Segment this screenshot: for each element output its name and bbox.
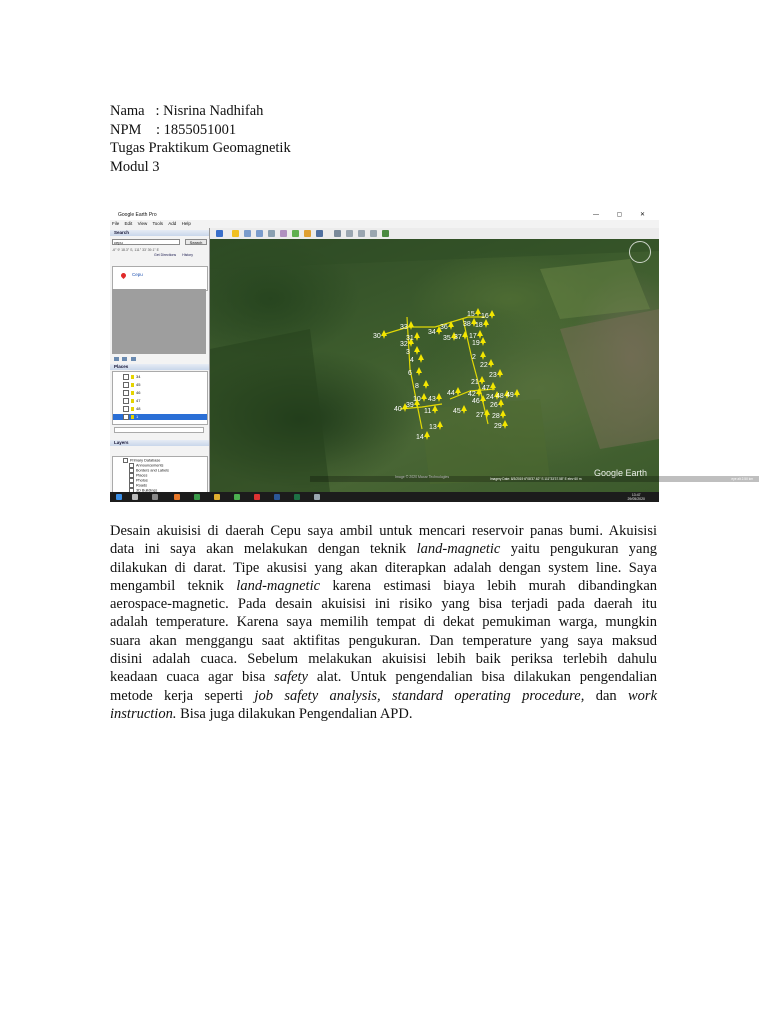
menu-add[interactable]: Add (168, 221, 177, 226)
paragraph-line (110, 705, 657, 723)
placemark-marker[interactable] (416, 367, 422, 376)
text-run: suara akan menggangu saat aktifitas pengukuran. Dan temperature yang saya maksud (110, 632, 657, 649)
list-item[interactable]: Announcements (129, 463, 163, 469)
text-run: dilakukan di darat. Tipe akusisi yang akan diterapkan adalah dengan system line. Saya (110, 559, 657, 576)
placemark-icon[interactable] (232, 230, 239, 237)
maps-icon[interactable] (382, 230, 389, 237)
polygon-icon[interactable] (244, 230, 251, 237)
station-label: 34 (428, 329, 436, 336)
placemark-marker[interactable] (414, 332, 420, 341)
sidebar-toggle-icon[interactable] (216, 230, 223, 237)
station-label: 48 (496, 393, 504, 400)
italic-term: job safety analysis, standard operating procedure, (254, 687, 585, 704)
placemark-marker[interactable] (421, 393, 427, 402)
folder-icon[interactable] (114, 357, 119, 361)
placemark-marker[interactable] (436, 393, 442, 402)
station-label: 22 (480, 362, 488, 369)
station-label: 36 (440, 324, 448, 331)
station-label: 45 (453, 408, 461, 415)
list-item[interactable]: Places (129, 473, 147, 479)
station-label: 14 (416, 434, 424, 441)
map-toolbar (210, 228, 659, 239)
email-icon[interactable] (346, 230, 353, 237)
station-label: 26 (490, 402, 498, 409)
placemark-marker[interactable] (479, 376, 485, 385)
station-label: 33 (400, 324, 408, 331)
station-label: 6 (408, 370, 412, 377)
italic-term: land-magnetic (236, 577, 321, 594)
station-label: 37 (454, 334, 462, 341)
npm-label: NPM (110, 121, 142, 138)
italic-term: work (628, 687, 658, 704)
paragraph-line (110, 595, 657, 613)
station-label: 44 (447, 390, 455, 397)
word-icon[interactable] (274, 494, 280, 500)
station-label: 10 (413, 396, 421, 403)
google-earth-watermark: Google Earth (593, 468, 647, 478)
station-label: 2 (472, 354, 476, 361)
station-label: 32 (400, 341, 408, 348)
placemark-icon (131, 375, 134, 379)
paragraph-line (110, 613, 657, 631)
sunlight-icon[interactable] (304, 230, 311, 237)
text-run: Desain akuisisi di daerah Cepu saya ambil untuk mencari reservoir panas bumi. Akuisisi (110, 523, 657, 539)
text-run: keadaan cuaca agar bisa (110, 669, 275, 686)
list-item[interactable]: Roads (129, 483, 147, 489)
text-run: aerospace-magnetic. Pada desain akuisisi ini risiko yang bisa terjadi pada daerah itu (110, 596, 657, 613)
panel-icons (114, 357, 144, 363)
station-label: 23 (489, 372, 497, 379)
app-icon[interactable] (254, 494, 260, 500)
clock-date: 29/05/2020 (627, 497, 645, 501)
coordinates-text: -6° 9' 18.3" S, 111° 33' 39.1" E (112, 248, 159, 252)
course-title: Tugas Praktikum Geomagnetik (110, 140, 291, 156)
search-result[interactable] (112, 266, 208, 291)
overlay-icon[interactable] (268, 230, 275, 237)
placemark-marker[interactable] (489, 310, 495, 319)
list-item-selected[interactable]: 1 (113, 414, 207, 420)
station-label: 28 (492, 413, 500, 420)
text-run: data ini saya akan melakukan dengan teknik (110, 541, 417, 558)
list-item[interactable]: 47 (123, 398, 140, 404)
station-label: 21 (471, 379, 479, 386)
station-label: 18 (475, 322, 483, 329)
clock-time: 13:47 (631, 493, 641, 497)
checkbox-icon[interactable] (123, 406, 129, 412)
places-panel-header[interactable]: Places (110, 364, 209, 370)
menu-view[interactable]: View (137, 221, 148, 226)
station-label: 27 (476, 412, 484, 419)
station-label: 17 (469, 333, 477, 340)
station-label: 47 (482, 385, 490, 392)
paragraph-line (110, 577, 657, 595)
save-image-icon[interactable] (370, 230, 377, 237)
station-label: 46 (472, 398, 480, 405)
ruler-icon[interactable] (334, 230, 341, 237)
search-button[interactable]: Search (185, 239, 207, 245)
text-run: disini adalah cuaca. Sebelum melakukan akuisisi lebih baik periksa terlebih dahulu (110, 651, 657, 668)
station-label: 29 (494, 423, 502, 430)
text-run: yaitu pengukuran yang (500, 541, 657, 558)
app-title: Google Earth Pro (118, 212, 157, 218)
placemark-marker[interactable] (488, 359, 494, 368)
station-label: 24 (486, 394, 494, 401)
station-label: 13 (429, 424, 437, 431)
search-icon[interactable] (132, 494, 138, 500)
italic-term: land-magnetic (416, 541, 501, 558)
places-search-field[interactable] (114, 427, 204, 433)
paragraph-line (110, 668, 657, 686)
station-label: 38 (463, 321, 471, 328)
placemark-marker[interactable] (477, 330, 483, 339)
header-block (110, 102, 291, 176)
station-label: 31 (406, 335, 414, 342)
station-label: 19 (472, 340, 480, 347)
placemark-marker[interactable] (381, 330, 387, 339)
checkbox-icon[interactable] (123, 398, 129, 404)
search-panel-header[interactable]: Search (110, 230, 209, 236)
npm-row: NPM : 1855051001 (110, 121, 237, 138)
google-earth-screenshot (110, 210, 753, 502)
status-coordinates: Imagery Date: 8/3/2019 6°08'37.62" S 111°33'37.58" E elev 60 m (490, 477, 582, 481)
windows-start-icon[interactable] (116, 494, 122, 500)
body-paragraph (110, 522, 657, 723)
taskbar-clock (627, 493, 645, 501)
menu-edit[interactable]: Edit (124, 221, 133, 226)
menu-bar (110, 220, 659, 228)
path-icon[interactable] (256, 230, 263, 237)
paragraph-line (110, 650, 657, 668)
google-earth-taskbar-icon[interactable] (314, 494, 320, 500)
map-status-bar (310, 476, 759, 482)
npm-value: 1855051001 (163, 121, 237, 138)
italic-term: safety (274, 669, 308, 686)
delete-icon[interactable] (131, 357, 136, 361)
name-label: Nama (110, 103, 145, 119)
menu-file[interactable]: File (112, 221, 120, 226)
italic-term: instruction. (110, 705, 177, 722)
firefox-icon[interactable] (174, 494, 180, 500)
paragraph-line (110, 522, 657, 540)
directions-links (154, 253, 193, 257)
placemark-marker[interactable] (418, 354, 424, 363)
placemark-marker[interactable] (514, 389, 520, 398)
list-item[interactable]: 48 (123, 406, 140, 412)
list-item[interactable]: 3D Buildings (129, 488, 157, 494)
text-run: karena estimasi biaya lebih murah dibandingkan (320, 577, 657, 594)
eye-altitude: eye alt 2.50 km (731, 477, 753, 481)
history-link[interactable]: History (182, 253, 194, 257)
text-run: mengambil teknik (110, 577, 237, 594)
paragraph-line (110, 632, 657, 650)
window-titlebar (110, 210, 659, 220)
placemark-marker[interactable] (483, 319, 489, 328)
text-run: alat. Untuk pengendalian bisa dilakukan pengendalian (308, 669, 657, 686)
name-value: Nisrina Nadhifah (163, 103, 264, 119)
planets-icon[interactable] (316, 230, 323, 237)
station-label: 39 (406, 402, 414, 409)
placemark-marker[interactable] (497, 369, 503, 378)
menu-help[interactable]: Help (181, 221, 191, 226)
station-label: 35 (443, 335, 451, 342)
placemark-marker[interactable] (414, 346, 420, 355)
station-label: 11 (424, 408, 432, 415)
list-item[interactable]: Primary Database (123, 458, 160, 464)
checkbox-icon[interactable] (123, 390, 129, 396)
chrome-icon[interactable] (234, 494, 240, 500)
sidebar (110, 228, 210, 492)
satellite-map-view[interactable] (210, 239, 753, 492)
task-view-icon[interactable] (152, 494, 158, 500)
placemark-icon (131, 399, 134, 403)
get-directions-link[interactable]: Get Directions (154, 253, 177, 257)
compass-icon[interactable] (629, 241, 651, 263)
station-label: 3 (406, 349, 410, 356)
search-input[interactable]: cepu (112, 239, 180, 245)
windows-taskbar (110, 492, 659, 502)
station-label: 43 (428, 396, 436, 403)
station-label: 16 (481, 313, 489, 320)
station-label: 30 (373, 333, 381, 340)
placemark-marker[interactable] (408, 321, 414, 330)
app-icon[interactable] (194, 494, 200, 500)
placemark-marker[interactable] (423, 380, 429, 389)
station-label: 42 (468, 391, 476, 398)
station-label: 4 (410, 357, 414, 364)
results-empty-area (112, 289, 206, 354)
text-run: metode kerja seperti (110, 687, 255, 704)
checkbox-icon[interactable] (123, 458, 128, 463)
location-pin-icon (120, 272, 127, 279)
placemark-icon (131, 407, 134, 411)
historical-imagery-icon[interactable] (292, 230, 299, 237)
text-run: dan (584, 687, 629, 704)
paragraph-line (110, 687, 657, 705)
result-label[interactable]: Cepu (132, 272, 143, 277)
layers-panel-header[interactable]: Layers (110, 440, 209, 446)
list-item[interactable]: 34 (123, 374, 140, 380)
station-label: 49 (506, 392, 514, 399)
station-label: 8 (415, 383, 419, 390)
paragraph-line (110, 559, 657, 577)
station-label: 40 (394, 406, 402, 413)
placemark-icon (131, 415, 134, 419)
checkbox-icon[interactable] (123, 382, 129, 388)
module-title: Modul 3 (110, 158, 160, 175)
placemark-marker[interactable] (480, 351, 486, 360)
placemark-marker[interactable] (480, 337, 486, 346)
name-row: Nama : Nisrina Nadhifah (110, 103, 264, 119)
text-run: Bisa juga dilakukan Pengendalian APD. (176, 705, 413, 722)
print-icon[interactable] (358, 230, 365, 237)
text-run: adalah temperature. Karena saya memilih tempat di dekat pemukiman warga, mungkin (110, 614, 657, 631)
copy-icon[interactable] (122, 357, 127, 361)
list-item[interactable]: Photos (129, 478, 148, 484)
checkbox-icon[interactable] (123, 374, 129, 380)
places-list (112, 371, 208, 425)
paragraph-line (110, 540, 657, 558)
menu-tools[interactable]: Tools (152, 221, 164, 226)
image-copyright: Image © 2020 Maxar Technologies (395, 475, 450, 479)
placemark-icon (131, 383, 134, 387)
window-controls[interactable]: — ▢ ✕ (592, 212, 653, 218)
survey-overlay (210, 239, 659, 492)
checkbox-icon[interactable] (123, 414, 129, 420)
list-item[interactable]: Borders and Labels (129, 468, 169, 474)
station-label: 15 (467, 311, 475, 318)
excel-icon[interactable] (294, 494, 300, 500)
tour-icon[interactable] (280, 230, 287, 237)
list-item[interactable]: 45 (123, 382, 140, 388)
list-item[interactable]: 46 (123, 390, 140, 396)
placemark-icon (131, 391, 134, 395)
file-explorer-icon[interactable] (214, 494, 220, 500)
